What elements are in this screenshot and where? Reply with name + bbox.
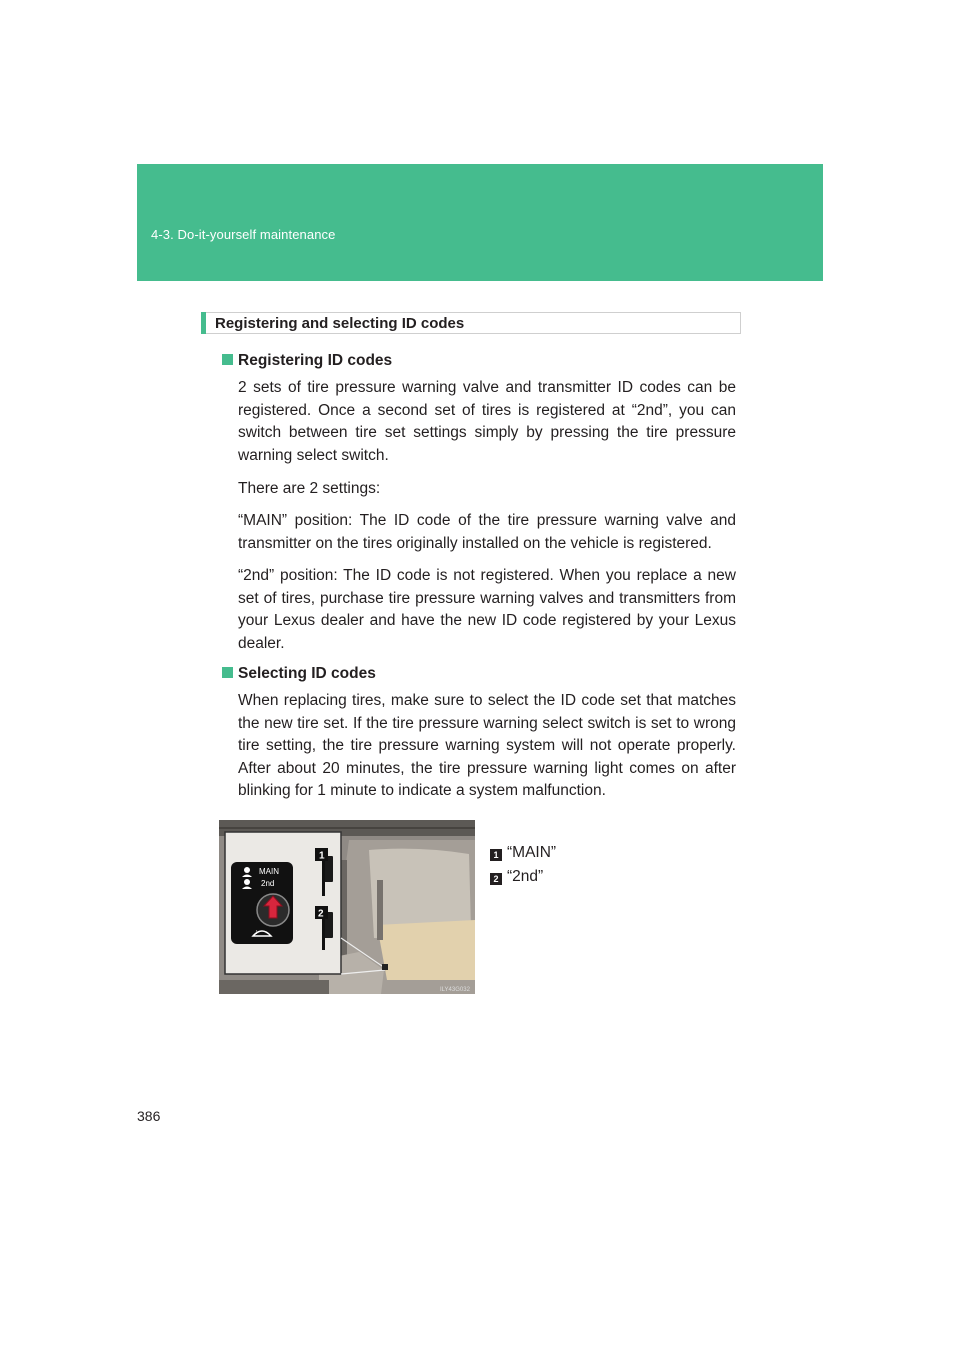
- square-bullet-icon: [222, 354, 233, 365]
- paragraph-registering-1: 2 sets of tire pressure warning valve and transmitter ID codes can be registered. Once a second set of tires is registered at “2nd”, you can switch between tire set settings simply by pressing the tire pressure warning select switch.: [238, 379, 736, 464]
- dashboard-illustration: [219, 820, 475, 994]
- legend-item-main: [490, 844, 556, 862]
- legend-number-1: 1: [490, 849, 502, 861]
- paragraph-registering-3: “MAIN” position: The ID code of the tire pressure warning valve and transmitter on the tires originally installed on the vehicle is registered.: [238, 512, 736, 552]
- subheading-selecting-text: Selecting ID codes: [238, 665, 376, 682]
- chapter-section-title: 4-3. Do-it-yourself maintenance: [151, 227, 336, 242]
- figure-code: ILY43G032: [440, 987, 470, 993]
- paragraph-selecting-1: When replacing tires, make sure to select the ID code set that matches the new tire set. If the tire pressure warning select switch is set to wrong tire setting, the tire pressure warning system will not operate properly. After about 20 minutes, the tire pressure warning light comes on after blinking for 1 minute to indicate a system malfunction.: [238, 692, 736, 800]
- legend-label-2nd: “2nd”: [507, 868, 544, 885]
- switch-illustration: [219, 820, 475, 994]
- callout-1-text: 1: [319, 850, 325, 862]
- subheading-registering-text: Registering ID codes: [238, 352, 393, 369]
- callout-2-text: 2: [318, 908, 324, 920]
- page-number: 386: [137, 1108, 161, 1124]
- section-heading-bar: [201, 312, 741, 334]
- legend-item-2nd: [490, 868, 543, 886]
- switch-label-main: MAIN: [259, 867, 279, 876]
- switch-label-2nd: 2nd: [261, 879, 275, 888]
- legend-number-2: 2: [490, 873, 502, 885]
- legend-label-main: “MAIN”: [507, 844, 557, 861]
- section-title: Registering and selecting ID codes: [215, 315, 465, 332]
- subheading-registering: [222, 352, 392, 370]
- paragraph-registering-2: There are 2 settings:: [238, 480, 381, 497]
- svg-text:!: !: [256, 930, 258, 936]
- chapter-header-band: [137, 164, 823, 281]
- section-accent: [201, 312, 206, 334]
- paragraph-registering-4: “2nd” position: The ID code is not registered. When you replace a new set of tires, purchase tire pressure warning valves and transmitters from your Lexus dealer and have the new ID code registered by your Lexus dealer.: [238, 567, 736, 652]
- square-bullet-icon: [222, 667, 233, 678]
- subheading-selecting: [222, 665, 376, 683]
